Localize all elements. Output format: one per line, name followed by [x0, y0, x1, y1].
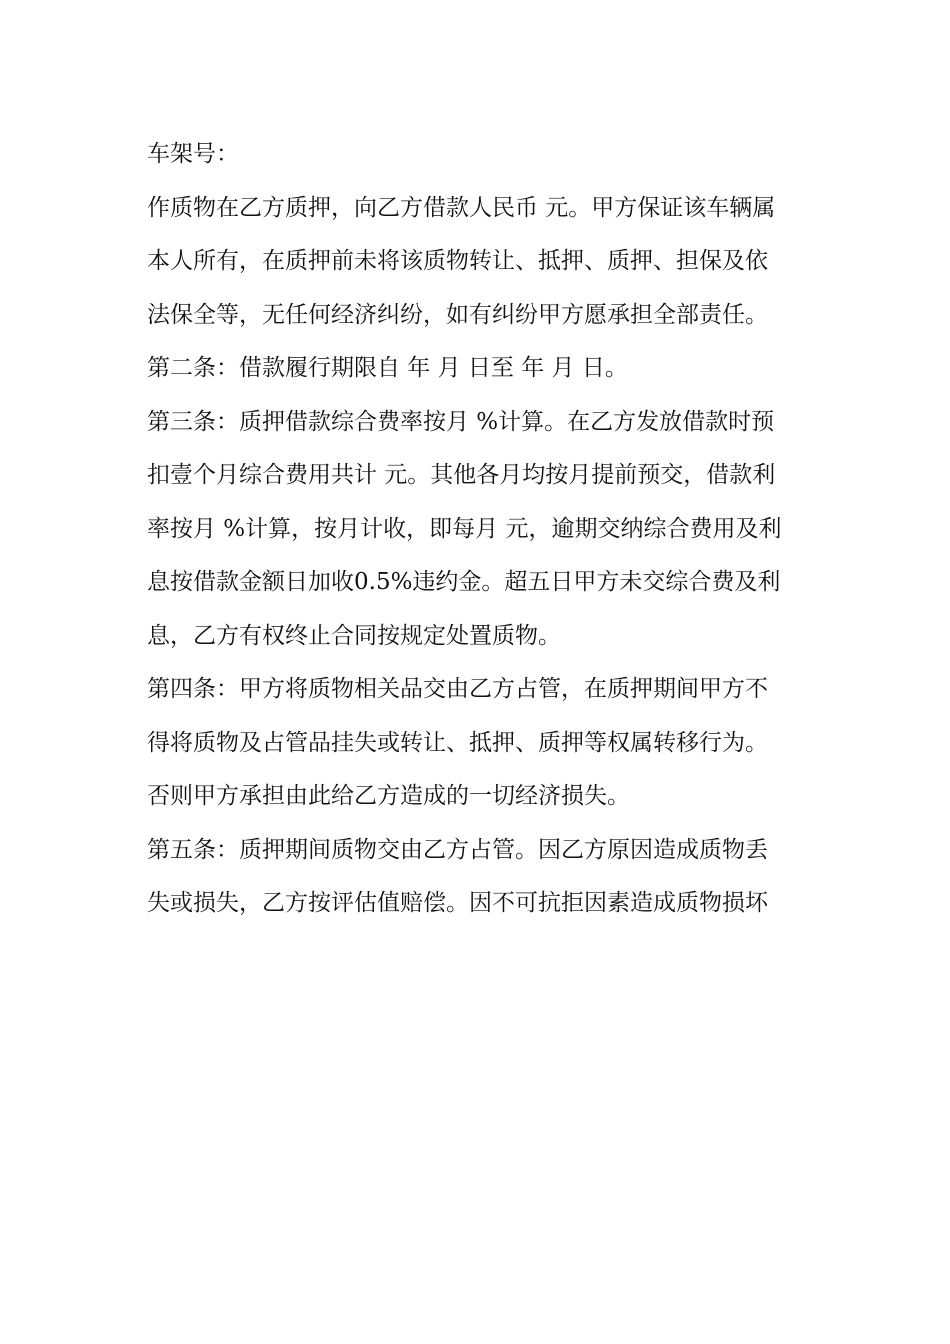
text-line: 作质物在乙方质押，向乙方借款人民币 元。甲方保证该车辆属: [147, 194, 776, 221]
text-line: 息，乙方有权终止合同按规定处置质物。: [147, 622, 561, 649]
clause-4-line: 第四条：甲方将质物相关品交由乙方占管，在质押期间甲方不: [147, 676, 768, 702]
text-line: 失或损失，乙方按评估值赔偿。因不可抗拒因素造成质物损坏: [147, 890, 768, 916]
clause-2-line: 第二条：借款履行期限自 年 月 日至 年 月 日。: [147, 355, 628, 381]
text-line: 车架号：: [147, 141, 239, 167]
text-line: 率按月 %计算，按月计收，即每月 元，逾期交纳综合费用及利: [147, 515, 782, 542]
text-line: 扣壹个月综合费用共计 元。其他各月均按月提前预交，借款利: [147, 462, 776, 488]
text-line: 本人所有，在质押前未将该质物转让、抵押、质押、担保及依: [147, 248, 768, 274]
contract-body: [147, 128, 817, 931]
text-line: 法保全等，无任何经济纠纷，如有纠纷甲方愿承担全部责任。: [147, 301, 768, 328]
text-line: 息按借款金额日加收0.5%违约金。超五日甲方未交综合费及利: [147, 569, 781, 595]
text-line: 得将质物及占管品挂失或转让、抵押、质押等权属转移行为。: [147, 729, 768, 756]
clause-5-line: 第五条：质押期间质物交由乙方占管。因乙方原因造成质物丢: [147, 836, 768, 863]
clause-3-line: 第三条：质押借款综合费率按月 %计算。在乙方发放借款时预: [147, 408, 775, 435]
text-line: 否则甲方承担由此给乙方造成的一切经济损失。: [147, 783, 630, 809]
